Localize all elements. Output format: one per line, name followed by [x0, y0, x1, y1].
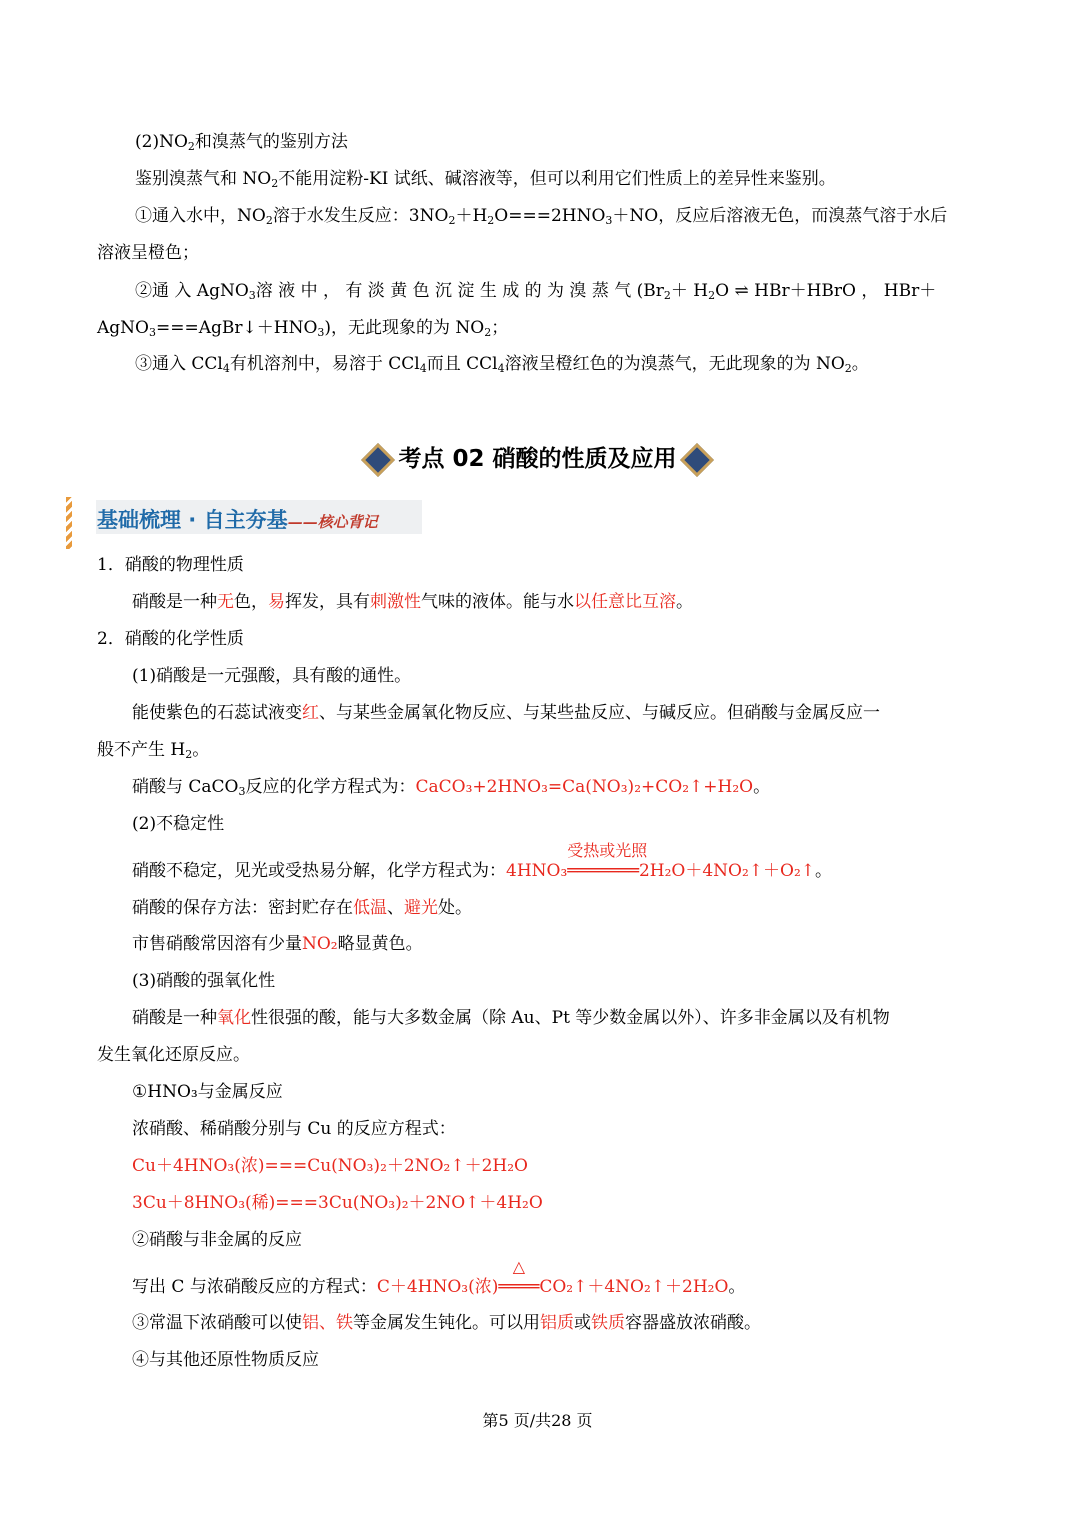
paragraph: 硝酸不稳定，见光或受热易分解，化学方程式为：4HNO₃ 受热或光照 ═══════2H₂O＋4NO₂↑＋O₂↑。 [132, 841, 833, 881]
paragraph: (3)硝酸的强氧化性 [132, 971, 276, 991]
list-item: 1．硝酸的物理性质 [97, 555, 244, 575]
paragraph: $AgNO_3===AgBr↓+HNO_3$)，无此现象的为 $NO_2$； [97, 318, 509, 339]
section-heading: 考点 02 硝酸的性质及应用 [0, 440, 1075, 473]
list-item: 2．硝酸的化学性质 [97, 629, 244, 649]
paragraph: 能使紫色的石蕊试液变红、与某些金属氧化物反应、与某些盐反应、与碱反应。但硝酸与金属反应一 [132, 703, 880, 723]
paragraph: 溶液呈橙色； [97, 243, 199, 263]
paragraph: 硝酸是一种氧化性很强的酸，能与大多数金属（除 Au、Pt 等少数金属以外）、许多非金属以及有机物 [132, 1008, 890, 1028]
paragraph: ③通入 CCl$_4$有机溶剂中，易溶于 CCl$_4$而且 CCl$_4$溶液呈橙红色的为溴蒸气，无此现象的为 $NO_2$。 [135, 354, 869, 375]
paragraph: 鉴别溴蒸气和 $NO_2$不能用淀粉-KI 试纸、碱溶液等，但可以利用它们性质上的差异性来鉴别。 [135, 169, 836, 190]
diamond-icon [680, 443, 714, 477]
paragraph: 硝酸的保存方法：密封贮存在低温、避光处。 [132, 898, 472, 918]
section-subtitle: ——核心背记 [287, 513, 378, 531]
paragraph: ③常温下浓硝酸可以使铝、铁等金属发生钝化。可以用铝质或铁质容器盛放浓硝酸。 [132, 1313, 761, 1333]
equation: 3Cu＋8HNO₃(稀)===3Cu(NO₃)₂＋2NO↑＋4H₂O [132, 1193, 543, 1213]
subheading-no2-identify: $(2)NO_2$和溴蒸气的鉴别方法 [135, 132, 348, 153]
paragraph: 市售硝酸常因溶有少量NO₂略显黄色。 [132, 934, 423, 954]
paragraph: ①HNO₃与金属反应 [132, 1082, 283, 1102]
section-title: 基础梳理 · 自主夯基——核心背记 [97, 508, 378, 532]
paragraph: ②通 入 AgNO$_3$溶 液 中 ， 有 淡 黄 色 沉 淀 生 成 的 为 溴 蒸 气 ($Br_2+ H_2O$ ⇌ HBr＋HBrO ， HBr＋ [135, 281, 937, 302]
paragraph: (2)不稳定性 [132, 814, 225, 834]
paragraph: 硝酸与 CaCO$_3$反应的化学方程式为：CaCO₃+2HNO₃=Ca(NO₃)₂+CO₂↑+H₂O。 [132, 777, 771, 798]
paragraph: ②硝酸与非金属的反应 [132, 1230, 302, 1250]
paragraph: 浓硝酸、稀硝酸分别与 Cu 的反应方程式： [132, 1119, 456, 1139]
equation-condition: 受热或光照 ═══════ [567, 841, 648, 881]
paragraph: 般不产生 $H_2$。 [97, 740, 210, 761]
paragraph: 写出 C 与浓硝酸反应的方程式：C＋4HNO₃(浓) △ ════CO₂↑＋4NO₂↑＋2H₂O。 [132, 1257, 746, 1297]
diamond-icon [362, 443, 396, 477]
paragraph: 发生氧化还原反应。 [97, 1045, 250, 1065]
equation: Cu＋4HNO₃(浓)===Cu(NO₃)₂＋2NO₂↑＋2H₂O [132, 1156, 528, 1176]
paragraph: (1)硝酸是一元强酸，具有酸的通性。 [132, 666, 412, 686]
stripe-icon [66, 497, 72, 549]
paragraph: ①通入水中，$NO_2$溶于水发生反应：$3NO_2+H_2O===2HNO_3+NO$，反应后溶液无色，而溴蒸气溶于水后 [135, 206, 948, 227]
page-footer: 第5 页/共28 页 [482, 1411, 593, 1430]
paragraph: 硝酸是一种无色，易挥发，具有刺激性气味的液体。能与水以任意比互溶。 [132, 592, 693, 612]
equation-condition: △ ════ [498, 1257, 540, 1297]
paragraph: ④与其他还原性物质反应 [132, 1350, 319, 1370]
